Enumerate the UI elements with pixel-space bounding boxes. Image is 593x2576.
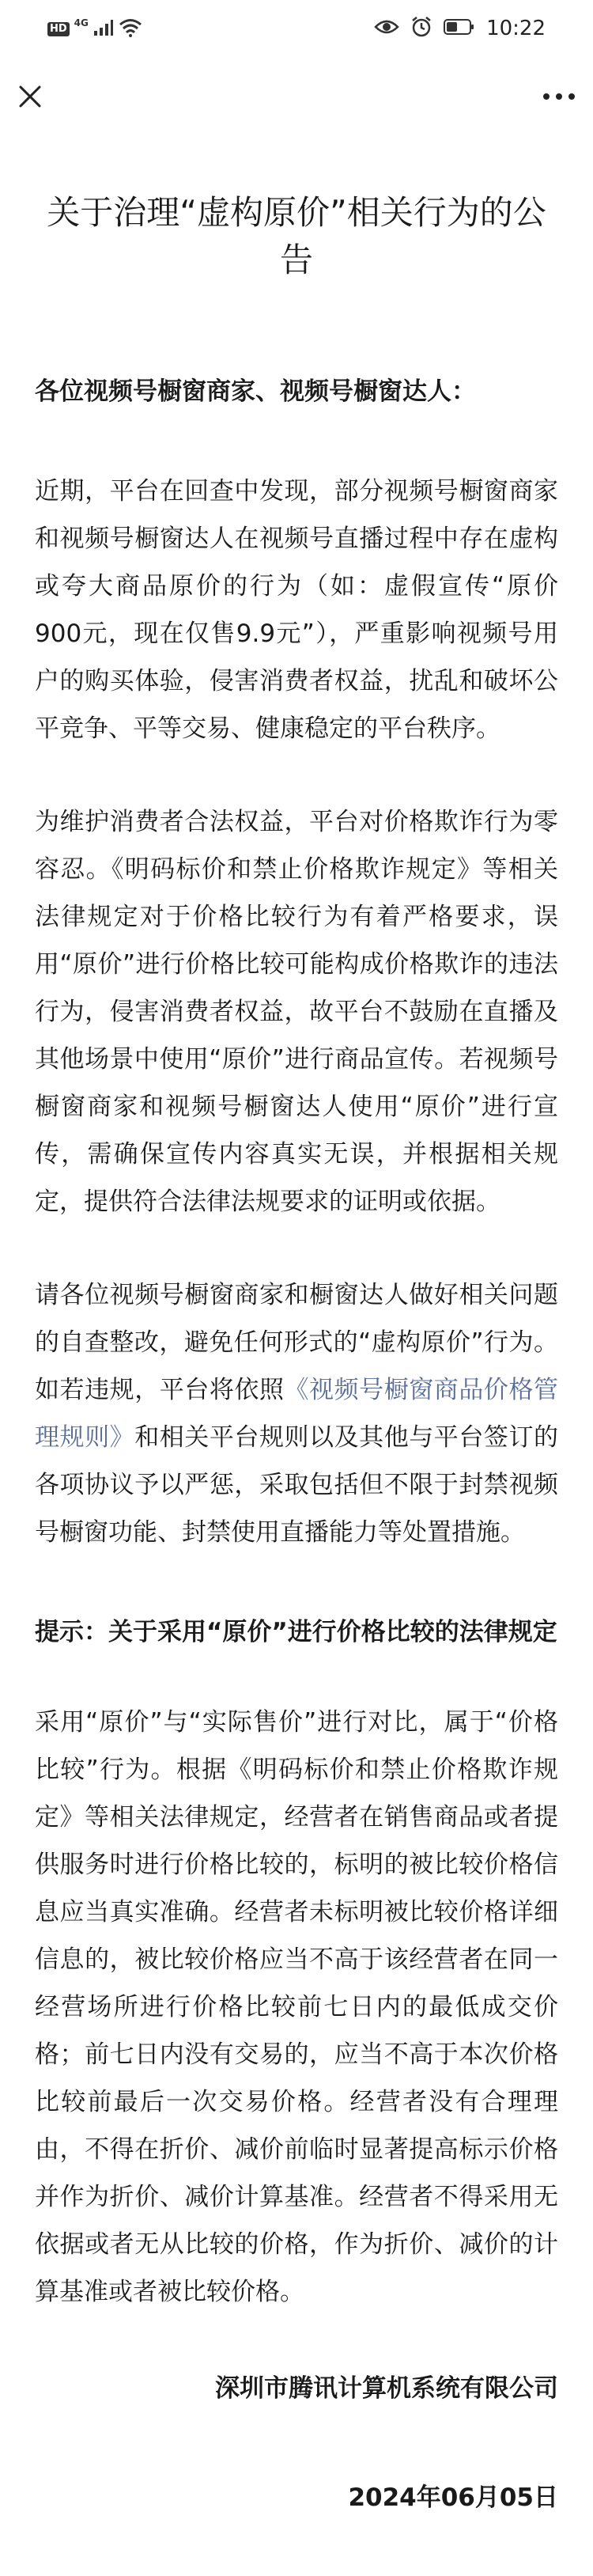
hd-badge: HD xyxy=(47,22,70,36)
status-right-group xyxy=(374,14,546,43)
alarm-icon xyxy=(410,16,432,41)
nav-bar xyxy=(0,57,593,136)
more-button[interactable] xyxy=(538,79,580,114)
article-paragraph-3 xyxy=(35,1271,558,1556)
paragraph-3-text-after: 和相关平台规则以及其他与平台签订的各项协议予以严惩，采取包括但不限于封禁视频号橱窗功能、封禁使用直播能力等处置措施。 xyxy=(35,1423,559,1547)
status-left-group xyxy=(47,17,142,41)
article-greeting: 各位视频号橱窗商家、视频号橱窗达人： xyxy=(35,377,476,406)
eye-icon xyxy=(374,18,399,39)
article-title: 关于治理“虚构原价”相关行为的公告 xyxy=(47,193,546,279)
status-time: 10:22 xyxy=(486,17,546,40)
tip-heading: 提示：关于采用“原价”进行价格比较的法律规定 xyxy=(35,1618,557,1646)
paragraph-3-text-before: 请各位视频号橱窗商家和橱窗达人做好相关问题的自查整改，避免任何形式的“虚构原价”行为。如若违规，平台将依照 xyxy=(35,1281,558,1404)
article-content xyxy=(35,178,558,2518)
publish-date: 2024年06月05日 xyxy=(348,2483,558,2512)
network-type: 4G xyxy=(74,17,89,28)
company-signature: 深圳市腾讯计算机系统有限公司 xyxy=(215,2374,558,2403)
wifi-icon xyxy=(119,18,142,40)
more-dots-icon xyxy=(538,102,580,117)
article-paragraph-2: 为维护消费者合法权益，平台对价格欺诈行为零容忍。《明码标价和禁止价格欺诈规定》等相关法律规定对于价格比较行为有着严格要求，误用“原价”进行价格比较可能构成价格欺诈的违法行为，侵害消费者权益，故平台不鼓励在直播及其他场景中使用“原价”进行商品宣传。若视频号橱窗商家和视频号橱窗达人使用“原价”进行宣传，需确保宣传内容真实无误，并根据相关规定，提供符合法律法规要求的证明或依据。 xyxy=(35,808,558,1216)
article-paragraph-4: 采用“原价”与“实际售价”进行对比，属于“价格比较”行为。根据《明码标价和禁止价格欺诈规定》等相关法律规定，经营者在销售商品或者提供服务时进行价格比较的，标明的被比较价格信息应当真实准确。经营者未标明被比较价格详细信息的，被比较价格应当不高于该经营者在同一经营场所进行价格比较前七日内的最低成交价格；前七日内没有交易的，应当不高于本次价格比较前最后一次交易价格。经营者没有合理理由，不得在折价、减价前临时显著提高标示价格并作为折价、减价计算基准。经营者不得采用无依据或者无从比较的价格，作为折价、减价的计算基准或者被比较价格。 xyxy=(35,1708,558,2306)
close-button[interactable] xyxy=(13,79,47,114)
battery-icon xyxy=(444,18,475,39)
article-paragraph-1: 近期，平台在回查中发现，部分视频号橱窗商家和视频号橱窗达人在视频号直播过程中存在虚构或夸大商品原价的行为（如：虚假宣传“原价900元，现在仅售9.9元”），严重影响视频号用户的购买体验，侵害消费者权益，扰乱和破坏公平竞争、平等交易、健康稳定的平台秩序。 xyxy=(35,477,558,743)
price-rules-link[interactable]: 《视频号橱窗商品价格管理规则》 xyxy=(35,1376,558,1452)
signal-icon xyxy=(93,19,114,40)
close-icon xyxy=(13,102,47,117)
status-bar xyxy=(0,0,593,57)
